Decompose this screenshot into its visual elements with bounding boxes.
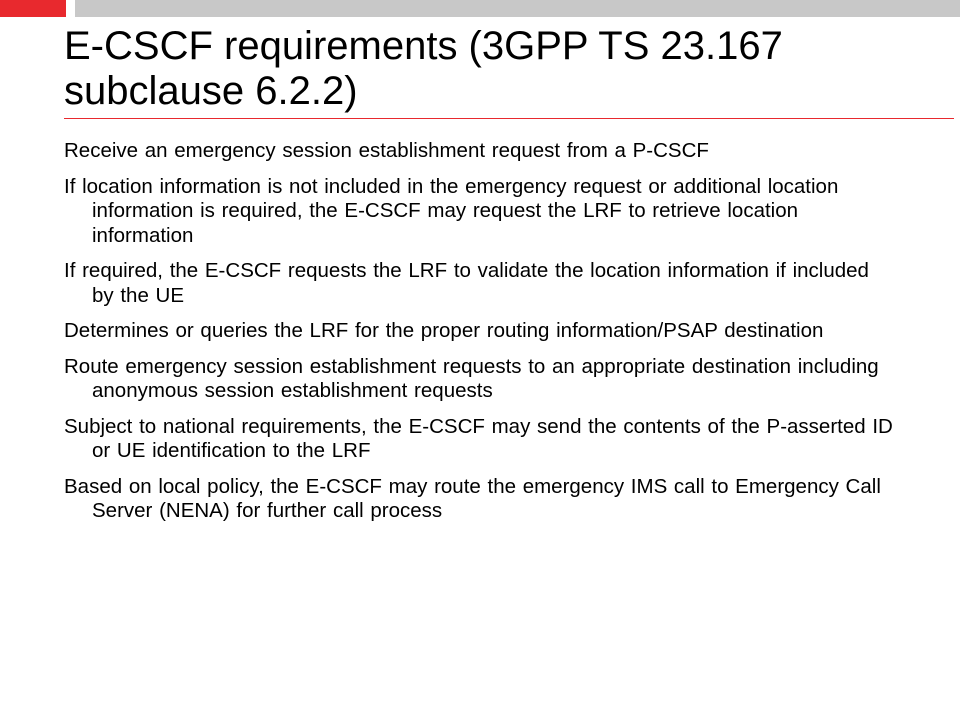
accent-bar-red xyxy=(0,0,66,17)
title-divider xyxy=(64,118,954,119)
list-item: If required, the E-CSCF requests the LRF to validate the location information if included by the UE xyxy=(64,259,869,307)
bullet-list xyxy=(64,139,894,535)
list-item: Receive an emergency session establishment request from a P-CSCF xyxy=(64,139,709,162)
list-item: Route emergency session establishment requests to an appropriate destination including anonymous session establishment requests xyxy=(64,354,879,402)
list-item: Subject to national requirements, the E-CSCF may send the contents of the P-asserted ID or UE identification to the LRF xyxy=(64,414,893,462)
list-item: Based on local policy, the E-CSCF may route the emergency IMS call to Emergency Call Server (NENA) for further call process xyxy=(64,474,881,522)
accent-bar-gray xyxy=(75,0,960,17)
list-item: Determines or queries the LRF for the proper routing information/PSAP destination xyxy=(64,319,824,342)
list-item: If location information is not included in the emergency request or additional location information is required, the E-CSCF may request the LRF to retrieve location information xyxy=(64,174,839,247)
slide-title: E-CSCF requirements (3GPP TS 23.167 subclause 6.2.2) xyxy=(64,24,783,113)
